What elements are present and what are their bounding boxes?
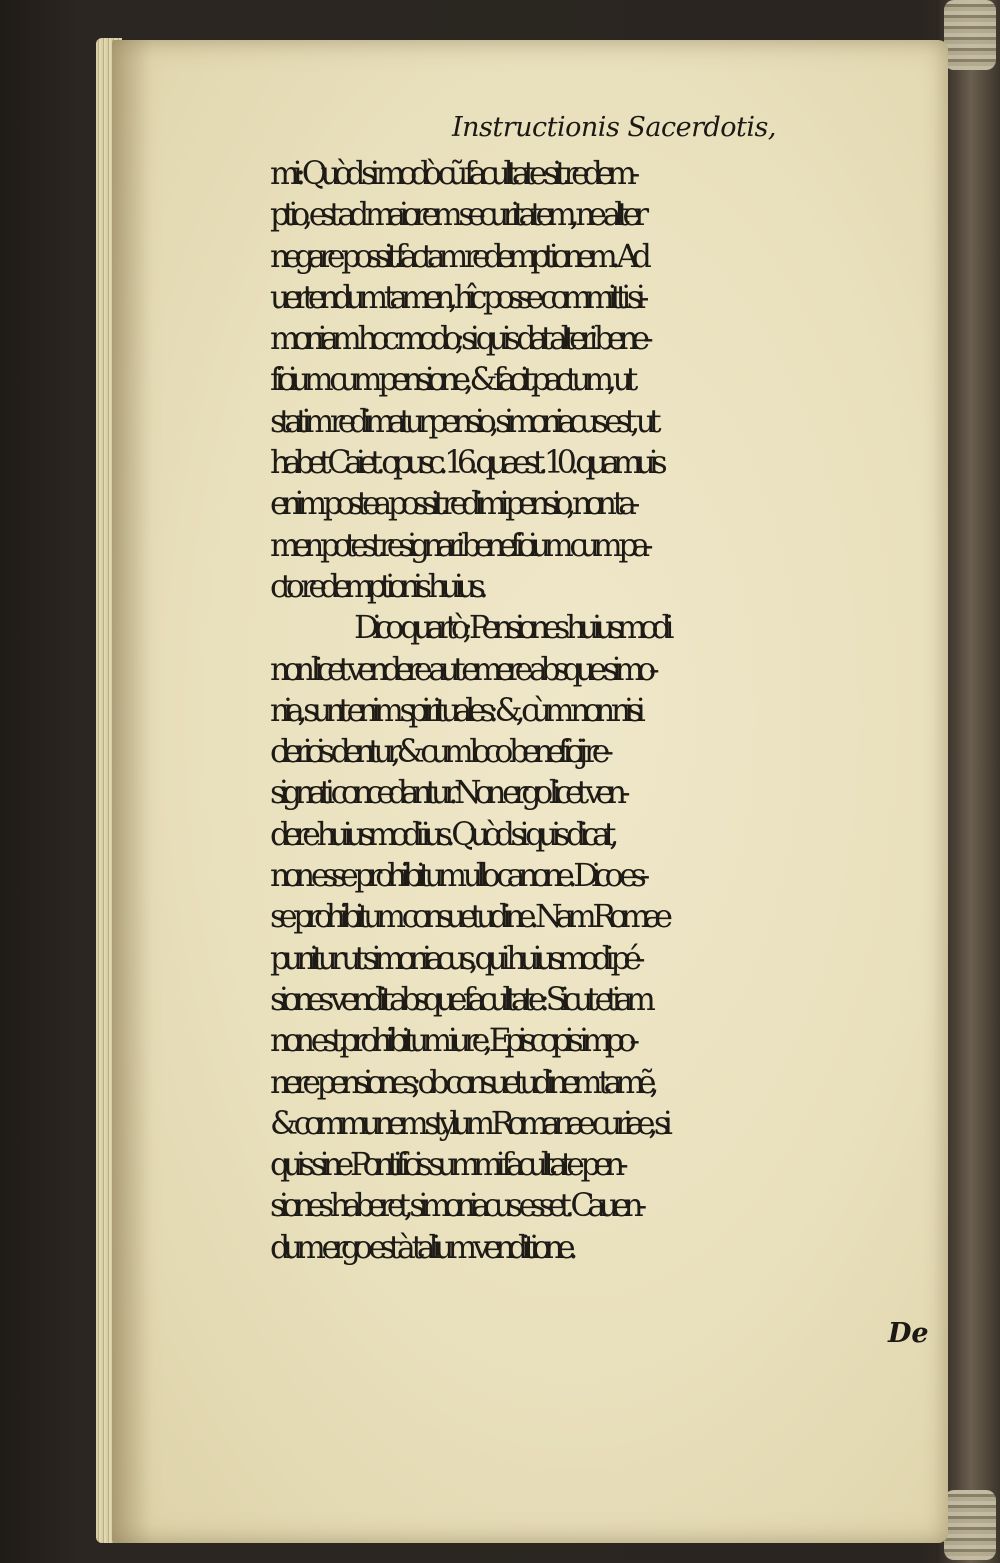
text-line: siones haberet, simoniacus esset. Cauen- [270,1188,640,1225]
text-line: dum ergo est à talium venditione. [270,1229,572,1266]
text-line: non est prohibitum iure, Episcopis impo- [270,1023,633,1060]
spine-binding-band [944,1490,996,1560]
text-line: se prohibitum consuetudine. Nam Romæ [270,899,666,936]
catchword: De [888,1318,929,1349]
text-line: siones vendit absque facultate: Sicut etiam [270,981,649,1018]
text-line: signati concedantur. Non ergo licet ven- [270,775,624,812]
text-line: uertendum tamen, hîc posse committi si- [270,279,643,316]
text-line: cto redemptionis huius. [270,568,482,605]
text-line: statim redimatur pensio, simoniacus est, ut [270,403,655,440]
text-line: ficium cum pensione, & facit pactum, ut [270,362,632,399]
text-line: mi: Quòd si modò cũ facultate sit redem- [270,156,634,192]
text-line: & communem stylum Romanæ curiæ, si [270,1105,666,1142]
text-line: nere pensiones; ob consuetudinem tamẽ, [270,1064,653,1101]
text-line: punitur ut simoniacus, qui huiusmodi pé- [270,940,639,977]
text-line: enim postea possit redimi pensio, non ta- [270,486,634,523]
text-line: men potest resignari beneficium cum pa- [270,527,647,564]
text-line: negare possit factam redemptionem. Ad [270,238,645,275]
text-line: dere huiusmodi ius. Quòd si quis dicat, [270,816,613,853]
paragraph-start-line: Dico quartò; Pensiones huiusmodi [354,610,668,647]
gutter-shadow [112,40,152,1543]
text-line: habet Caiet. opusc. 16. quæst. 10. quamuis [270,445,661,482]
text-line: clericis dentur, & cum loco beneficij re- [270,734,607,771]
spine-binding-band [944,0,996,70]
text-line: quis sine Pontificis summi facultate pen- [270,1147,622,1184]
running-head: Instructionis Sacerdotis, [452,112,776,143]
text-line: moniam hoc modo; si quis dat alteri bene- [270,321,647,358]
text-line: ptio, est ad maiorem securitatem, ne alter [270,197,642,234]
body-text [270,154,960,1269]
text-line: non esse prohibitum ullo canone. Dico es- [270,858,644,895]
text-line: nia, sunt enim spirituales: &, cùm non nisi [270,692,639,729]
text-line: non licet vendere aut emere absque simo- [270,651,653,688]
